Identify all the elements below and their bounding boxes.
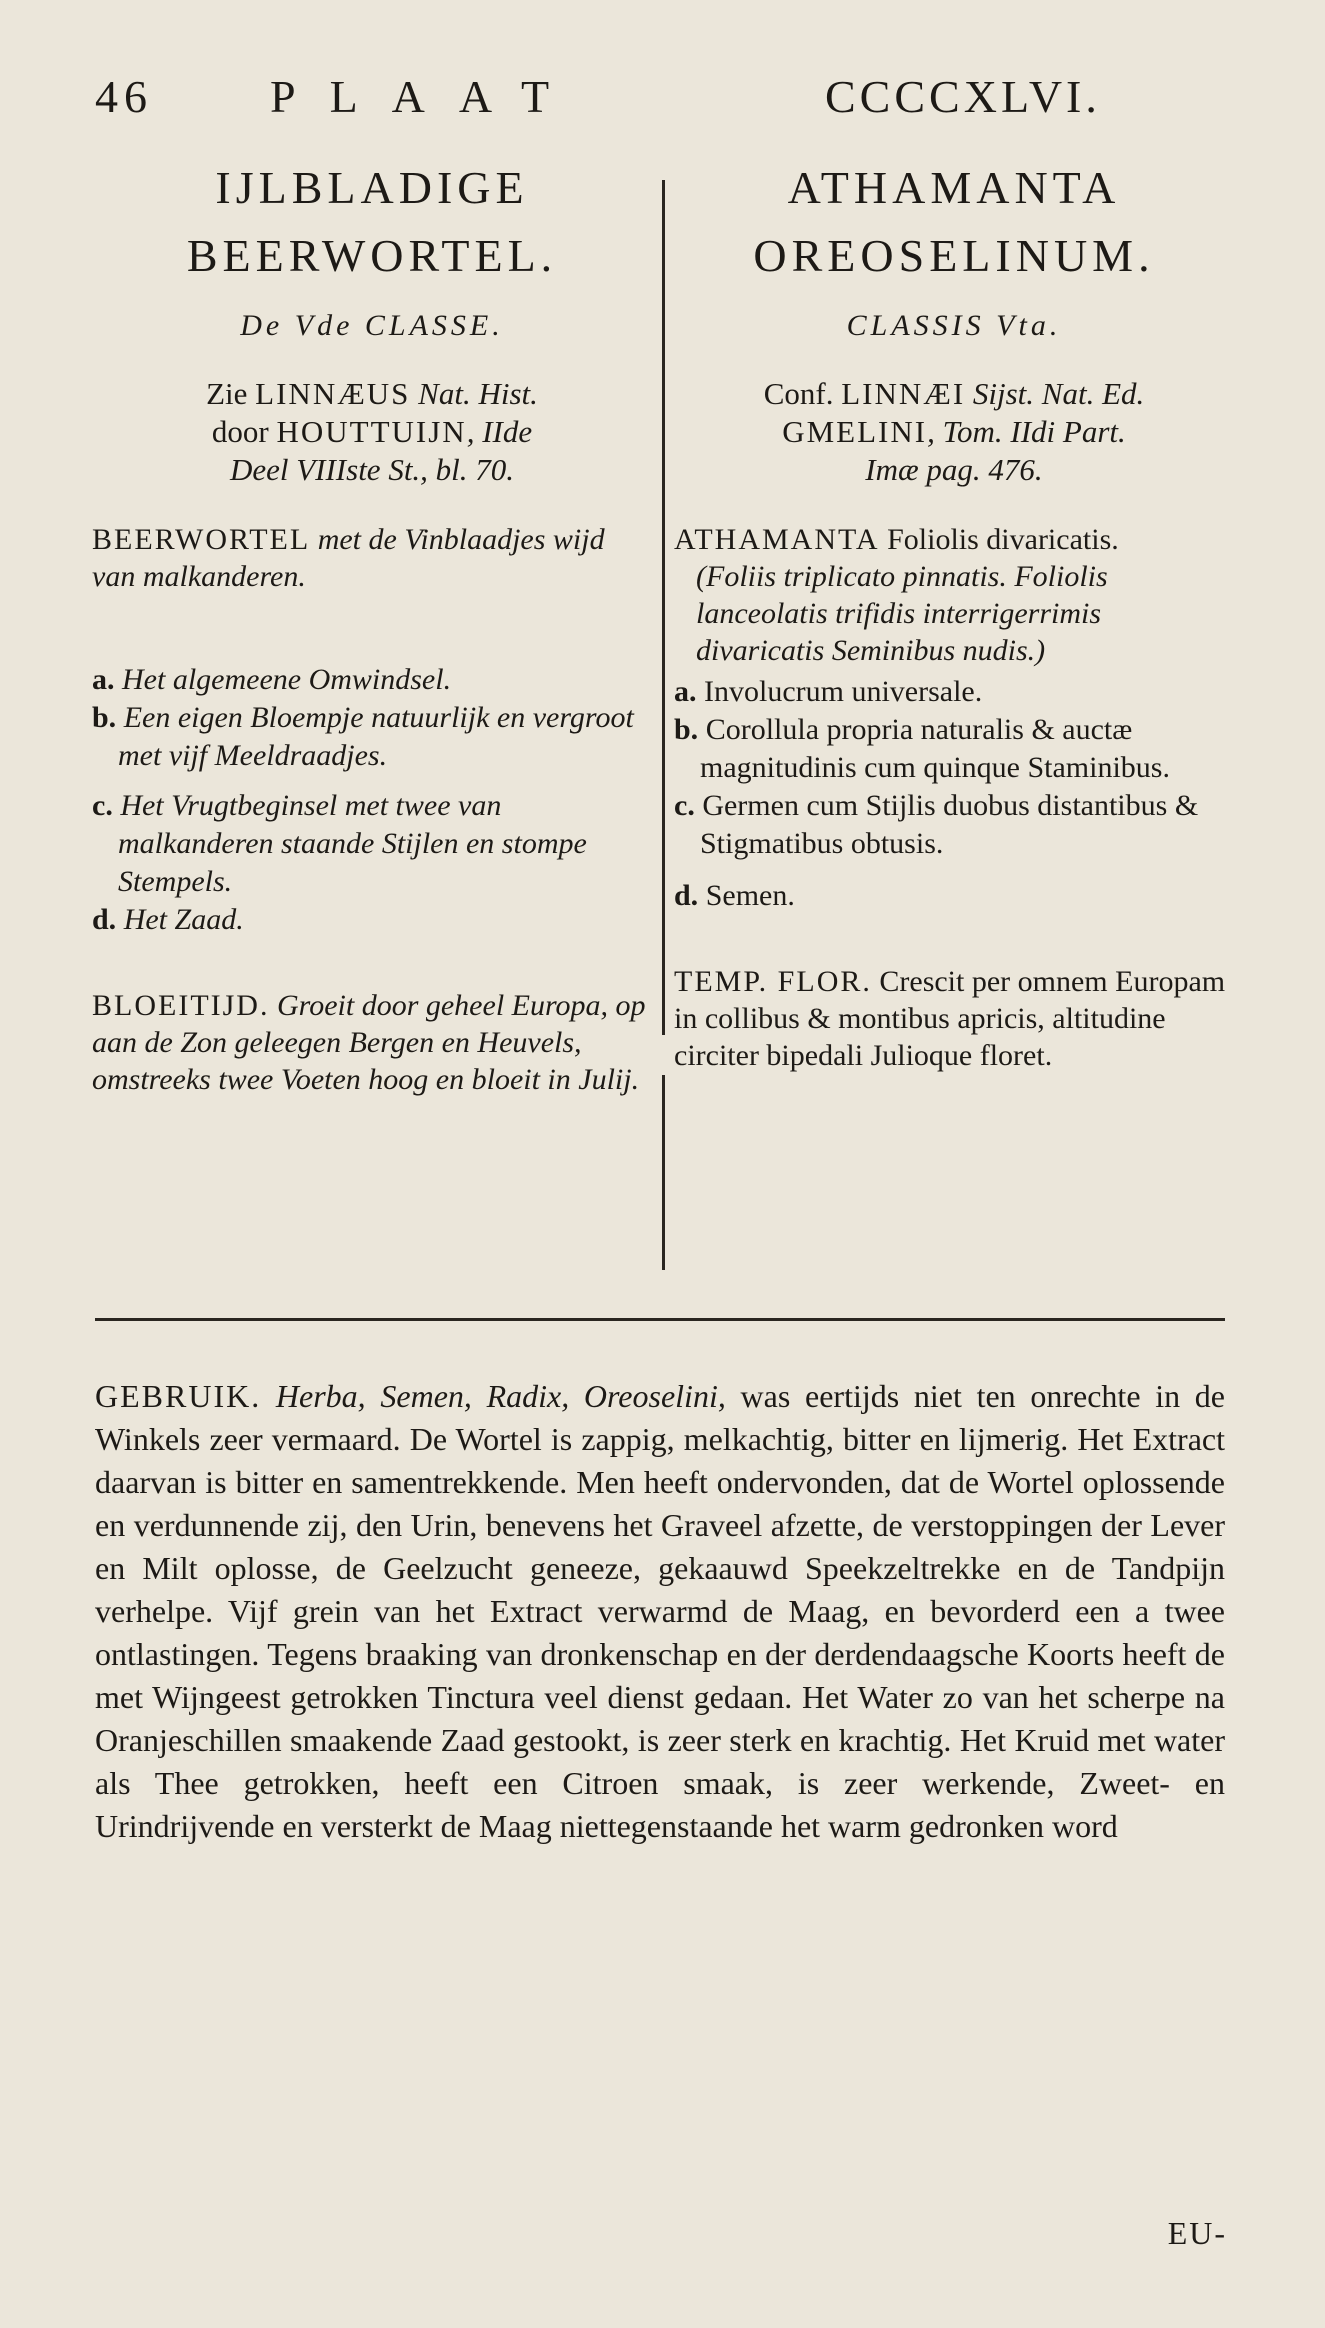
page-header [95, 70, 1225, 130]
right-ref-2a: GMELINI [782, 414, 928, 449]
section-rule [95, 1318, 1225, 1321]
right-column [674, 162, 1234, 1074]
right-items [674, 673, 1234, 915]
right-ref-1c: Sijst. Nat. Ed. [965, 376, 1145, 411]
left-ref-1c: Nat. Hist. [410, 376, 538, 411]
right-desc-lead: ATHAMANTA [674, 523, 880, 556]
right-item-a: a. Involucrum universale. [674, 675, 983, 708]
left-bloei-rest: Groeit door geheel Europa, op aan de Zon geleegen Bergen en Heuvels, omstreeks twee Voeten hoog en bloeit in Julij. [92, 989, 646, 1096]
left-classe: De Vde CLASSE. [240, 309, 504, 342]
left-item-b: b. Een eigen Bloempje natuurlijk en vergroot met vijf Meeldraadjes. [92, 701, 634, 772]
page-number: 46 [95, 71, 153, 122]
left-ref-1a: Zie [206, 376, 256, 411]
plate-number: CCCCXLVI. [825, 71, 1101, 122]
column-divider-bottom [662, 1075, 665, 1270]
right-item-d: d. Semen. [674, 879, 795, 912]
left-item-d: d. Het Zaad. [92, 903, 244, 936]
left-title-1: IJLBLADIGE [215, 162, 529, 213]
right-ref-1a: Conf. [763, 376, 842, 411]
plate-label: PLAAT [270, 71, 584, 122]
gebruik-paragraph [95, 1375, 1225, 1848]
left-items [92, 661, 652, 939]
right-classe: CLASSIS Vta. [846, 309, 1062, 342]
left-item-c: c. Het Vrugtbeginsel met twee van malkanderen staande Stijlen en stompe Stempels. [92, 789, 587, 898]
right-ref-3: Imæ pag. 476. [865, 452, 1043, 487]
left-bloei-lead: BLOEITIJD. [92, 989, 270, 1022]
right-item-c: c. Germen cum Stijlis duobus distantibus & Stigmatibus obtusis. [674, 789, 1199, 860]
right-title-2: OREOSELINUM. [753, 230, 1155, 281]
right-temp-rest: Crescit per omnem Europam in collibus & montibus apricis, altitudine circiter bipedali Julioque floret. [674, 965, 1226, 1072]
right-temp-flor [674, 963, 1234, 1074]
left-desc-lead: BEERWORTEL [92, 523, 311, 556]
left-desc-rest: met de Vinblaadjes wijd van malkanderen. [92, 523, 605, 593]
right-description-paren: (Foliis triplicato pinnatis. Foliolis lanceolatis trifidis interrigerrimis divaricatis Seminibus nudis.) [696, 560, 1108, 667]
right-ref-2b: , Tom. IIdi Part. [927, 414, 1126, 449]
right-title-1: ATHAMANTA [787, 162, 1121, 213]
gebruik-lead: GEBRUIK. [95, 1378, 262, 1414]
left-ref-2a: door [211, 414, 277, 449]
right-ref-1b: LINNÆI [841, 376, 966, 411]
right-desc-rest: Foliolis divaricatis. [879, 523, 1119, 556]
left-bloeitijd [92, 987, 652, 1098]
gebruik-text: was eertijds niet ten onrechte in de Winkels zeer vermaard. De Wortel is zappig, melkachtig, bitter en lijmerig. Het Extract daarvan is bitter en samentrekkende. Men heeft ondervonden, dat de Wortel oplossende en verdunnende zij, den Urin, benevens het Graveel afzette, de verstoppingen der Lever en Milt oplosse, de Geelzucht geneeze, gekaauwd Speekzeltrekke en de Tandpijn verhelpe. Vijf grein van het Extract verwarmd de Maag, en bevorderd een a twee ontlastingen. Tegens braaking van dronkenschap en der derdendaagsche Koorts heeft de met Wijngeest getrokken Tinctura veel dienst gedaan. Het Water zo van het scherpe na Oranjeschillen smaakende Zaad gestookt, is zeer sterk en krachtig. Het Kruid met water als Thee getrokken, heeft een Citroen smaak, is zeer werkende, Zweet- en Urindrijvende en versterkt de Maag niettegenstaande het warm gedronken word [95, 1378, 1226, 1844]
catchword: EU- [1167, 2215, 1227, 2251]
left-description [92, 521, 652, 595]
right-reference [674, 375, 1234, 489]
left-item-a: a. Het algemeene Omwindsel. [92, 663, 452, 696]
left-reference [92, 375, 652, 489]
right-temp-lead: TEMP. FLOR. [674, 965, 872, 998]
column-divider-top [662, 180, 665, 1035]
right-description [674, 521, 1234, 558]
left-ref-1b: LINNÆUS [255, 376, 411, 411]
gebruik-italic: Herba, Semen, Radix, Oreoselini, [261, 1378, 726, 1414]
left-ref-2c: , IIde [466, 414, 533, 449]
left-ref-2b: HOUTTUIJN [276, 414, 467, 449]
left-title-2: BEERWORTEL. [186, 230, 558, 281]
right-item-b: b. Corollula propria naturalis & auctæ magnitudinis cum quinque Staminibus. [674, 713, 1170, 784]
left-column [92, 162, 652, 1098]
left-ref-3: Deel VIIIste St., bl. 70. [229, 452, 515, 487]
